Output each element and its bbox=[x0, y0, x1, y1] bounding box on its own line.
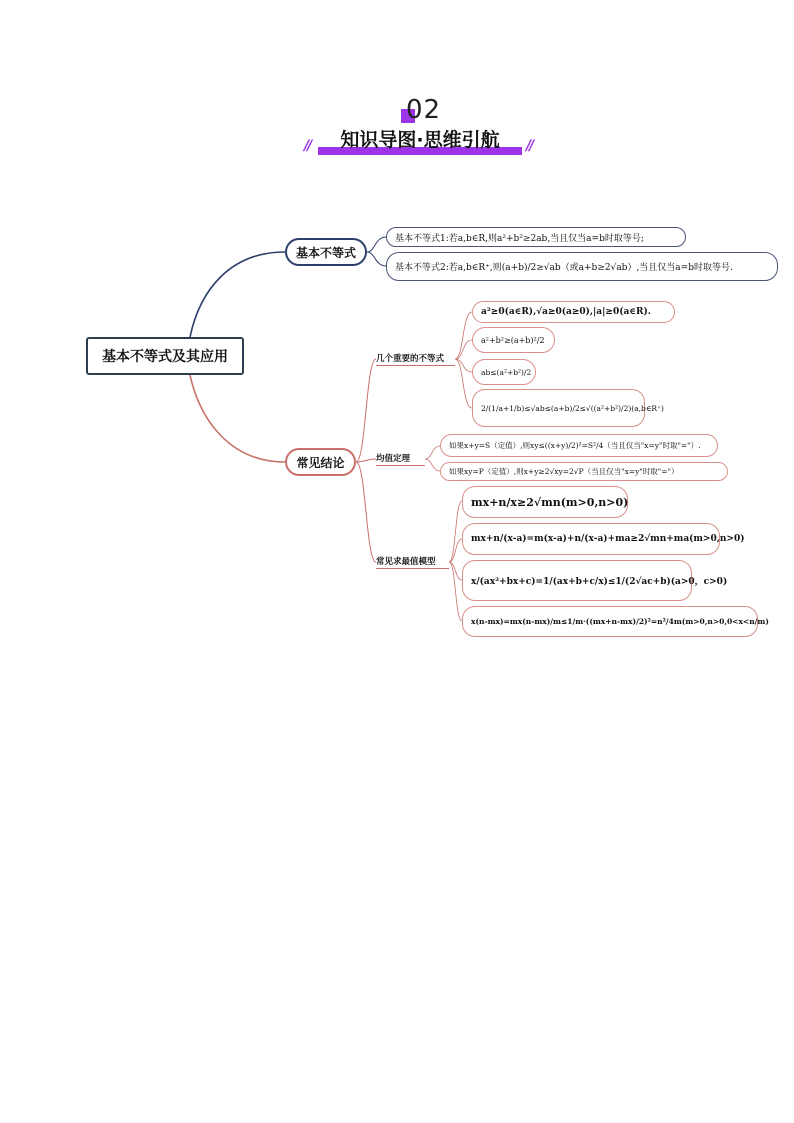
extremum-model-4-box: x(n-mx)=mx(n-mx)/m≤1/m·((mx+n-mx)/2)²=n²/4m(m>0,n>0,0<x<n/m) bbox=[462, 606, 758, 637]
important-inequality-1-box: a²≥0(a∈R),√a≥0(a≥0),|a|≥0(a∈R). bbox=[472, 301, 675, 323]
branch-common-conclusions: 常见结论 bbox=[285, 448, 356, 476]
section-number: 02 bbox=[406, 95, 442, 125]
mean-value-theorem-2-box: 如果xy=P（定值）,则x+y≥2√xy=2√P（当且仅当"x=y"时取"="） bbox=[440, 462, 728, 481]
basic-inequality-2-box: 基本不等式2:若a,b∈R⁺,则(a+b)/2≥√ab（或a+b≥2√ab）,当且仅当a=b时取等号. bbox=[386, 252, 778, 281]
important-inequality-3-box: ab≤(a²+b²)/2 bbox=[472, 359, 536, 385]
sub-extremum-models: 常见求最值模型 bbox=[376, 555, 449, 569]
extremum-model-1-box: mx+n/x≥2√mn(m>0,n>0) bbox=[462, 486, 628, 518]
mean-value-theorem-1-box: 如果x+y=S（定值）,则xy≤((x+y)/2)²=S²/4（当且仅当"x=y"时取"="）. bbox=[440, 434, 718, 457]
sub-important-inequalities: 几个重要的不等式 bbox=[376, 352, 455, 366]
section-title: 知识导图·思维引航 bbox=[340, 129, 500, 151]
extremum-model-3-box: x/(ax²+bx+c)=1/(ax+b+c/x)≤1/(2√ac+b)(a>0，c>0) bbox=[462, 560, 692, 601]
left-slash-decoration: // bbox=[304, 138, 311, 154]
sub-mean-value-theorem: 均值定理 bbox=[376, 452, 425, 466]
branch-basic-inequality: 基本不等式 bbox=[285, 238, 367, 266]
right-slash-decoration: // bbox=[526, 138, 533, 154]
root-node: 基本不等式及其应用 bbox=[86, 337, 244, 375]
extremum-model-2-box: mx+n/(x-a)=m(x-a)+n/(x-a)+ma≥2√mn+ma(m>0,n>0) bbox=[462, 523, 720, 555]
important-inequality-2-box: a²+b²≥(a+b)²/2 bbox=[472, 327, 555, 353]
important-inequality-4-box: 2/(1/a+1/b)≤√ab≤(a+b)/2≤√((a²+b²)/2)(a,b∈R⁺) bbox=[472, 389, 645, 427]
basic-inequality-1-box: 基本不等式1:若a,b∈R,则a²+b²≥2ab,当且仅当a=b时取等号; bbox=[386, 227, 686, 247]
